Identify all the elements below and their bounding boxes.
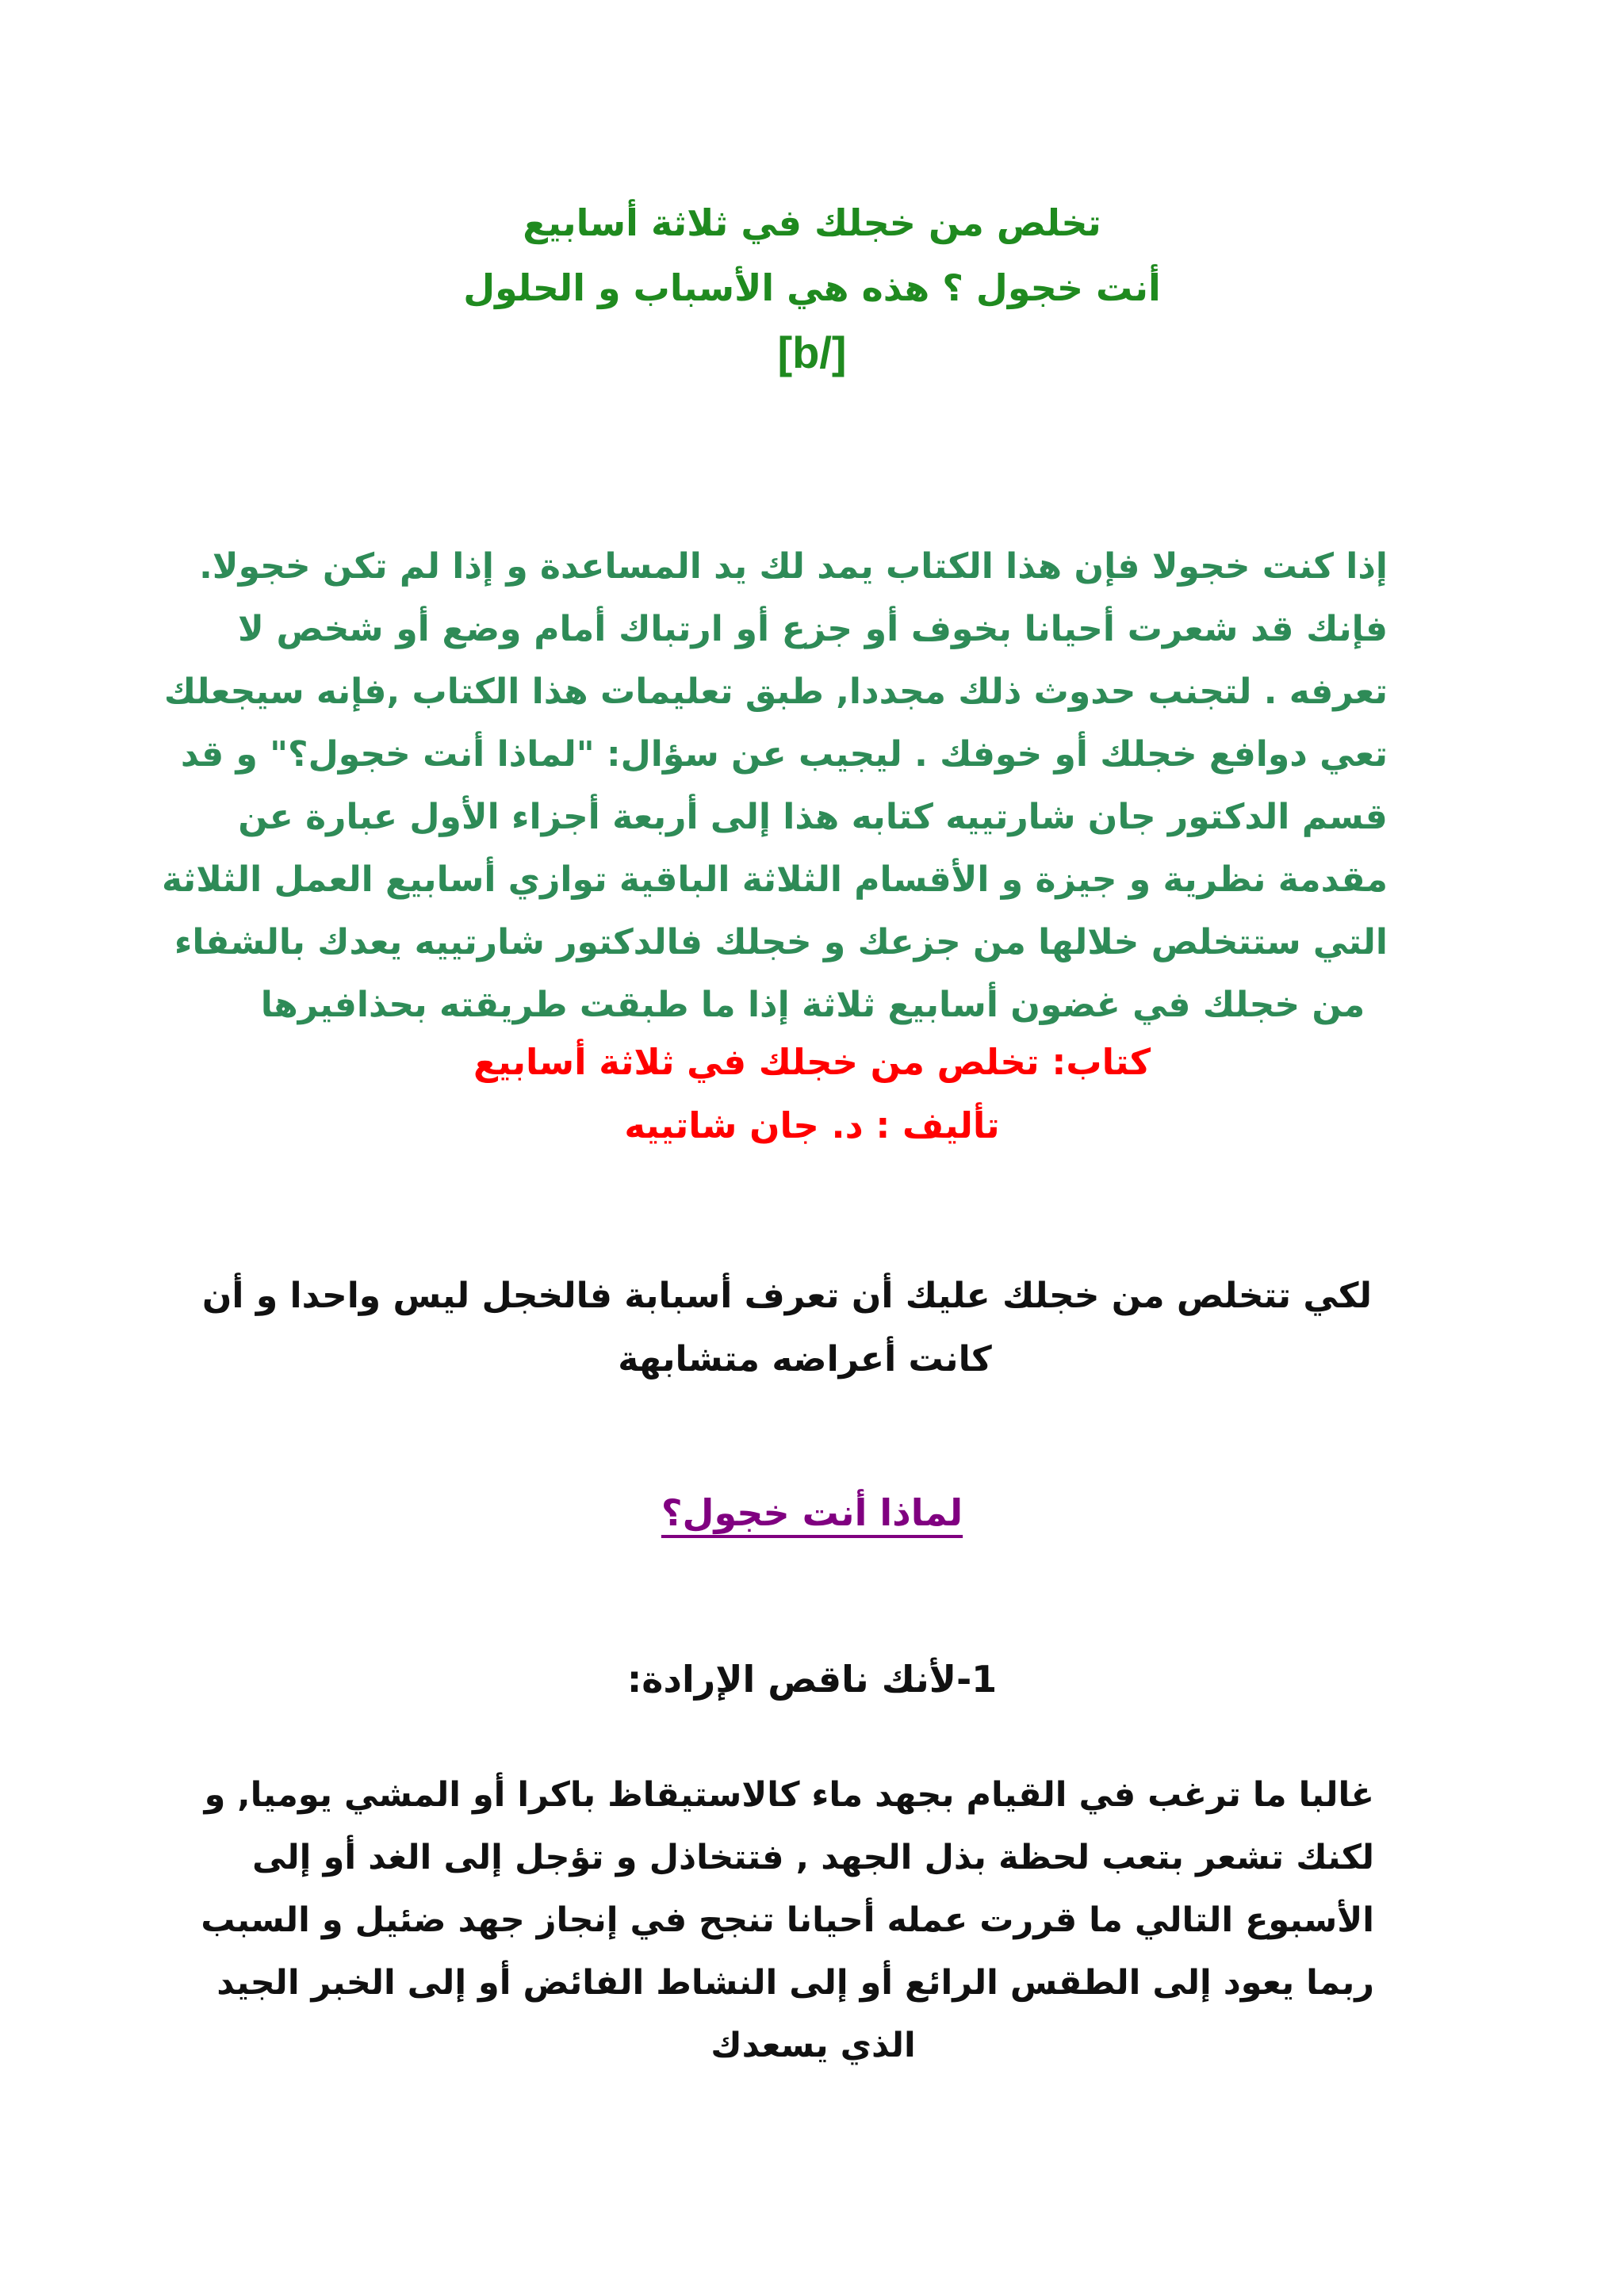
statement-line: كانت أعراضه متشابهة bbox=[618, 1339, 992, 1380]
body-paragraph bbox=[201, 1764, 1374, 2077]
title-block bbox=[0, 190, 1624, 385]
subtitle: أنت خجول ؟ هذه هي الأسباب و الحلول bbox=[463, 266, 1161, 309]
reason-heading bbox=[0, 1647, 1624, 1711]
intro-line: إذا كنت خجولا فإن هذا الكتاب يمد لك يد المساعدة و إذا لم تكن خجولا. bbox=[199, 546, 1388, 587]
body-line: الأسبوع التالي ما قررت عمله أحيانا تنجح في إنجاز جهد ضئيل و السبب bbox=[201, 1900, 1374, 1940]
intro-line: قسم الدكتور جان شارتييه كتابه هذا إلى أربعة أجزاء الأول عبارة عن bbox=[238, 797, 1388, 837]
body-line: الذي يسعدك bbox=[710, 2026, 916, 2065]
book-info bbox=[0, 1031, 1624, 1158]
reason-heading-text: 1-لأنك ناقص الإرادة: bbox=[626, 1658, 998, 1701]
body-line: ربما يعود إلى الطقس الرائع أو إلى النشاط الفائض أو إلى الخبر الجيد bbox=[216, 1963, 1374, 2003]
intro-line: من خجلك في غضون أسابيع ثلاثة إذا ما طبقت طريقته بحذافيرها bbox=[260, 985, 1365, 1025]
intro-line: تعي دوافع خجلك أو خوفك . ليجيب عن سؤال: "لماذا أنت خجول؟" و قد bbox=[180, 734, 1388, 775]
intro-line: مقدمة نظرية و جيزة و الأقسام الثلاثة الباقية توازي أسابيع العمل الثلاثة bbox=[162, 859, 1388, 900]
intro-paragraph bbox=[162, 535, 1388, 1036]
stray-tag-text: [/b] bbox=[777, 327, 847, 377]
statement-line: لكي تتخلص من خجلك عليك أن تعرف أسبابة فالخجل ليس واحدا و أن bbox=[201, 1276, 1372, 1316]
book-title: كتاب: تخلص من خجلك في ثلاثة أسابيع bbox=[473, 1041, 1151, 1083]
main-title: تخلص من خجلك في ثلاثة أسابيع bbox=[523, 201, 1101, 244]
intro-line: التي ستتخلص خلالها من جزعك و خجلك فالدكتور شارتييه يعدك بالشفاء bbox=[174, 922, 1388, 962]
statement-paragraph bbox=[201, 1265, 1372, 1391]
book-author: تأليف : د. جان شاتييه bbox=[624, 1104, 1000, 1146]
body-line: لكنك تشعر بتعب لحظة بذل الجهد , فتتخاذل و تؤجل إلى الغد أو إلى bbox=[252, 1838, 1374, 1877]
question-heading-text: لماذا أنت خجول؟ bbox=[661, 1491, 963, 1534]
question-heading bbox=[0, 1481, 1624, 1544]
body-line: غالبا ما ترغب في القيام بجهد ماء كالاستيقاظ باكرا أو المشي يوميا, و bbox=[204, 1775, 1374, 1815]
intro-line: تعرفه . لتجنب حدوث ذلك مجددا, طبق تعليمات هذا الكتاب ,فإنه سيجعلك bbox=[163, 672, 1388, 712]
intro-line: فإنك قد شعرت أحيانا بخوف أو جزع أو ارتباك أمام وضع أو شخص لا bbox=[238, 609, 1388, 649]
